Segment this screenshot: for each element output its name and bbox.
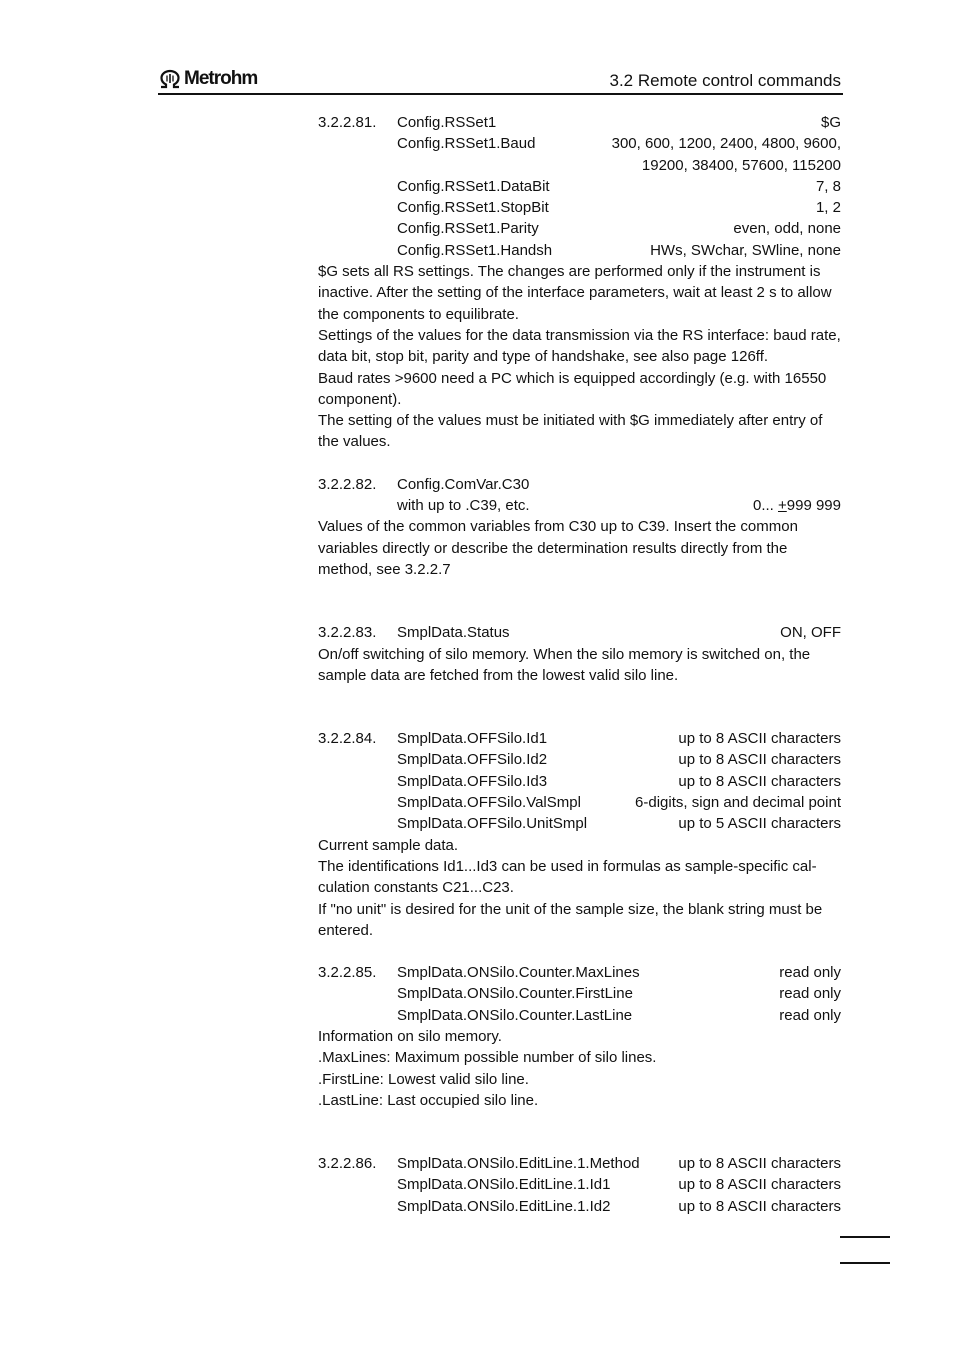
command-name: SmplData.ONSilo.EditLine.1.Id2: [397, 1197, 611, 1215]
description-paragraph: The setting of the values must be initiated with $G immediately after entry of the values.: [318, 412, 823, 451]
command-row: [318, 813, 841, 834]
footer-rule-bottom: [840, 1262, 890, 1264]
command-value: up to 8 ASCII characters: [678, 730, 841, 748]
description-paragraph: $G sets all RS settings. The changes are performed only if the instrument is inactive. After the setting of the interface parameters, wait at least 2 s to allow the components to equilibrate.: [318, 263, 832, 323]
command-value: up to 8 ASCII characters: [678, 1155, 841, 1173]
command-row: [318, 792, 841, 813]
command-value: 7, 8: [815, 177, 841, 195]
command-row: [318, 197, 841, 218]
description-paragraph: On/off switching of silo memory. When the silo memory is switched on, the sample data are fetched from the lowest valid silo line.: [318, 645, 811, 684]
command-name: SmplData.ONSilo.Counter.MaxLines: [397, 964, 640, 982]
command-name: SmplData.ONSilo.EditLine.1.Method: [397, 1155, 640, 1173]
description-paragraph: The identifications Id1...Id3 can be used in formulas as sample-specific cal-culation constants C21...C23.: [318, 857, 817, 897]
command-row: [318, 728, 841, 749]
command-row: [318, 112, 841, 133]
section-number: 3.2.2.82.: [318, 475, 377, 493]
command-row: [318, 983, 841, 1004]
command-value: even, odd, none: [733, 220, 841, 238]
command-row: [318, 495, 841, 516]
command-value: read only: [779, 964, 841, 982]
section-3-2-2-81: [318, 112, 841, 453]
value-suffix: 999 999: [786, 497, 841, 515]
command-row: [318, 474, 841, 495]
section-3-2-2-83: [318, 622, 841, 686]
description-paragraph: Information on silo memory.: [318, 1027, 502, 1045]
command-row: [318, 218, 841, 239]
command-value: 300, 600, 1200, 2400, 4800, 9600,: [611, 135, 841, 153]
command-name: Config.RSSet1.Baud: [397, 135, 536, 153]
page-content: [318, 112, 841, 1217]
command-row: [318, 771, 841, 792]
command-value: up to 8 ASCII characters: [678, 1176, 841, 1194]
command-row: [318, 155, 841, 176]
command-value: up to 8 ASCII characters: [678, 772, 841, 790]
description-paragraph: Settings of the values for the data transmission via the RS interface: baud rate, data bit, stop bit, parity and type of handshake, see also page 126ff.: [318, 326, 841, 366]
command-name: Config.ComVar.C30: [397, 475, 530, 493]
command-name: SmplData.OFFSilo.Id2: [397, 751, 548, 769]
command-value: $G: [820, 114, 841, 131]
command-row: [318, 240, 841, 261]
command-value: read only: [779, 985, 841, 1003]
command-value: 19200, 38400, 57600, 115200: [641, 156, 841, 174]
command-name: SmplData.ONSilo.Counter.LastLine: [397, 1006, 633, 1024]
section-number: 3.2.2.83.: [318, 624, 377, 642]
section-3-2-2-82: [318, 474, 841, 580]
description-paragraph: .MaxLines: Maximum possible number of silo lines.: [318, 1049, 657, 1067]
command-value: 1, 2: [815, 199, 841, 217]
command-row: [318, 622, 841, 643]
command-name: Config.RSSet1.StopBit: [397, 199, 549, 217]
command-name: Config.RSSet1.Handsh: [397, 241, 553, 259]
command-name: SmplData.OFFSilo.UnitSmpl: [397, 815, 588, 833]
section-number: 3.2.2.81.: [318, 114, 377, 131]
brand-logo: [158, 68, 257, 90]
command-row: [318, 962, 841, 983]
command-name: SmplData.Status: [397, 624, 510, 642]
description-paragraph: If "no unit" is desired for the unit of the sample size, the blank string must be entered.: [318, 900, 823, 939]
command-value: up to 5 ASCII characters: [678, 815, 841, 833]
command-row: [318, 1174, 841, 1195]
command-row: [318, 1153, 841, 1174]
command-name: with up to .C39, etc.: [397, 497, 530, 515]
command-value: up to 8 ASCII characters: [678, 751, 841, 769]
description-paragraph: Baud rates >9600 need a PC which is equipped accordingly (e.g. with 16550 component).: [318, 369, 827, 408]
command-value: HWs, SWchar, SWline, none: [650, 241, 841, 259]
section-3-2-2-86: [318, 1153, 841, 1217]
command-value: ON, OFF: [780, 624, 841, 642]
command-row: [318, 133, 841, 154]
command-name: SmplData.OFFSilo.Id1: [397, 730, 548, 748]
section-title: 3.2 Remote control commands: [609, 71, 841, 90]
command-name: Config.RSSet1.DataBit: [397, 177, 550, 195]
section-number: 3.2.2.84.: [318, 730, 377, 748]
plus-minus-sign: +: [778, 497, 787, 515]
command-value: [753, 495, 841, 516]
section-number: 3.2.2.85.: [318, 964, 377, 982]
command-row: [318, 749, 841, 770]
description-paragraph: Current sample data.: [318, 836, 459, 854]
brand-name: Metrohm: [184, 68, 258, 89]
command-name: SmplData.ONSilo.Counter.FirstLine: [397, 985, 633, 1003]
command-name: Config.RSSet1: [397, 114, 497, 131]
section-3-2-2-85: [318, 962, 841, 1111]
command-value: 6-digits, sign and decimal point: [635, 794, 841, 812]
command-row: [318, 176, 841, 197]
command-value: up to 8 ASCII characters: [678, 1197, 841, 1215]
page-header: [158, 66, 843, 96]
value-prefix: 0...: [752, 497, 778, 515]
description-paragraph: .FirstLine: Lowest valid silo line.: [318, 1070, 529, 1088]
section-3-2-2-84: [318, 728, 841, 941]
description-paragraph: Values of the common variables from C30 up to C39. Insert the common variables directly or describe the determination results directly from the method, see 3.2.2.7: [318, 518, 798, 578]
command-row: [318, 1196, 841, 1217]
description-paragraph: .LastLine: Last occupied silo line.: [318, 1091, 539, 1109]
section-number: 3.2.2.86.: [318, 1155, 377, 1173]
header-rule: [158, 93, 843, 95]
command-row: [318, 1005, 841, 1026]
omega-logo-icon: [158, 69, 182, 89]
command-name: Config.RSSet1.Parity: [397, 220, 539, 238]
command-name: SmplData.ONSilo.EditLine.1.Id1: [397, 1176, 611, 1194]
footer-rule-top: [840, 1236, 890, 1238]
command-name: SmplData.OFFSilo.Id3: [397, 772, 548, 790]
command-value: read only: [779, 1006, 841, 1024]
command-name: SmplData.OFFSilo.ValSmpl: [397, 794, 581, 812]
